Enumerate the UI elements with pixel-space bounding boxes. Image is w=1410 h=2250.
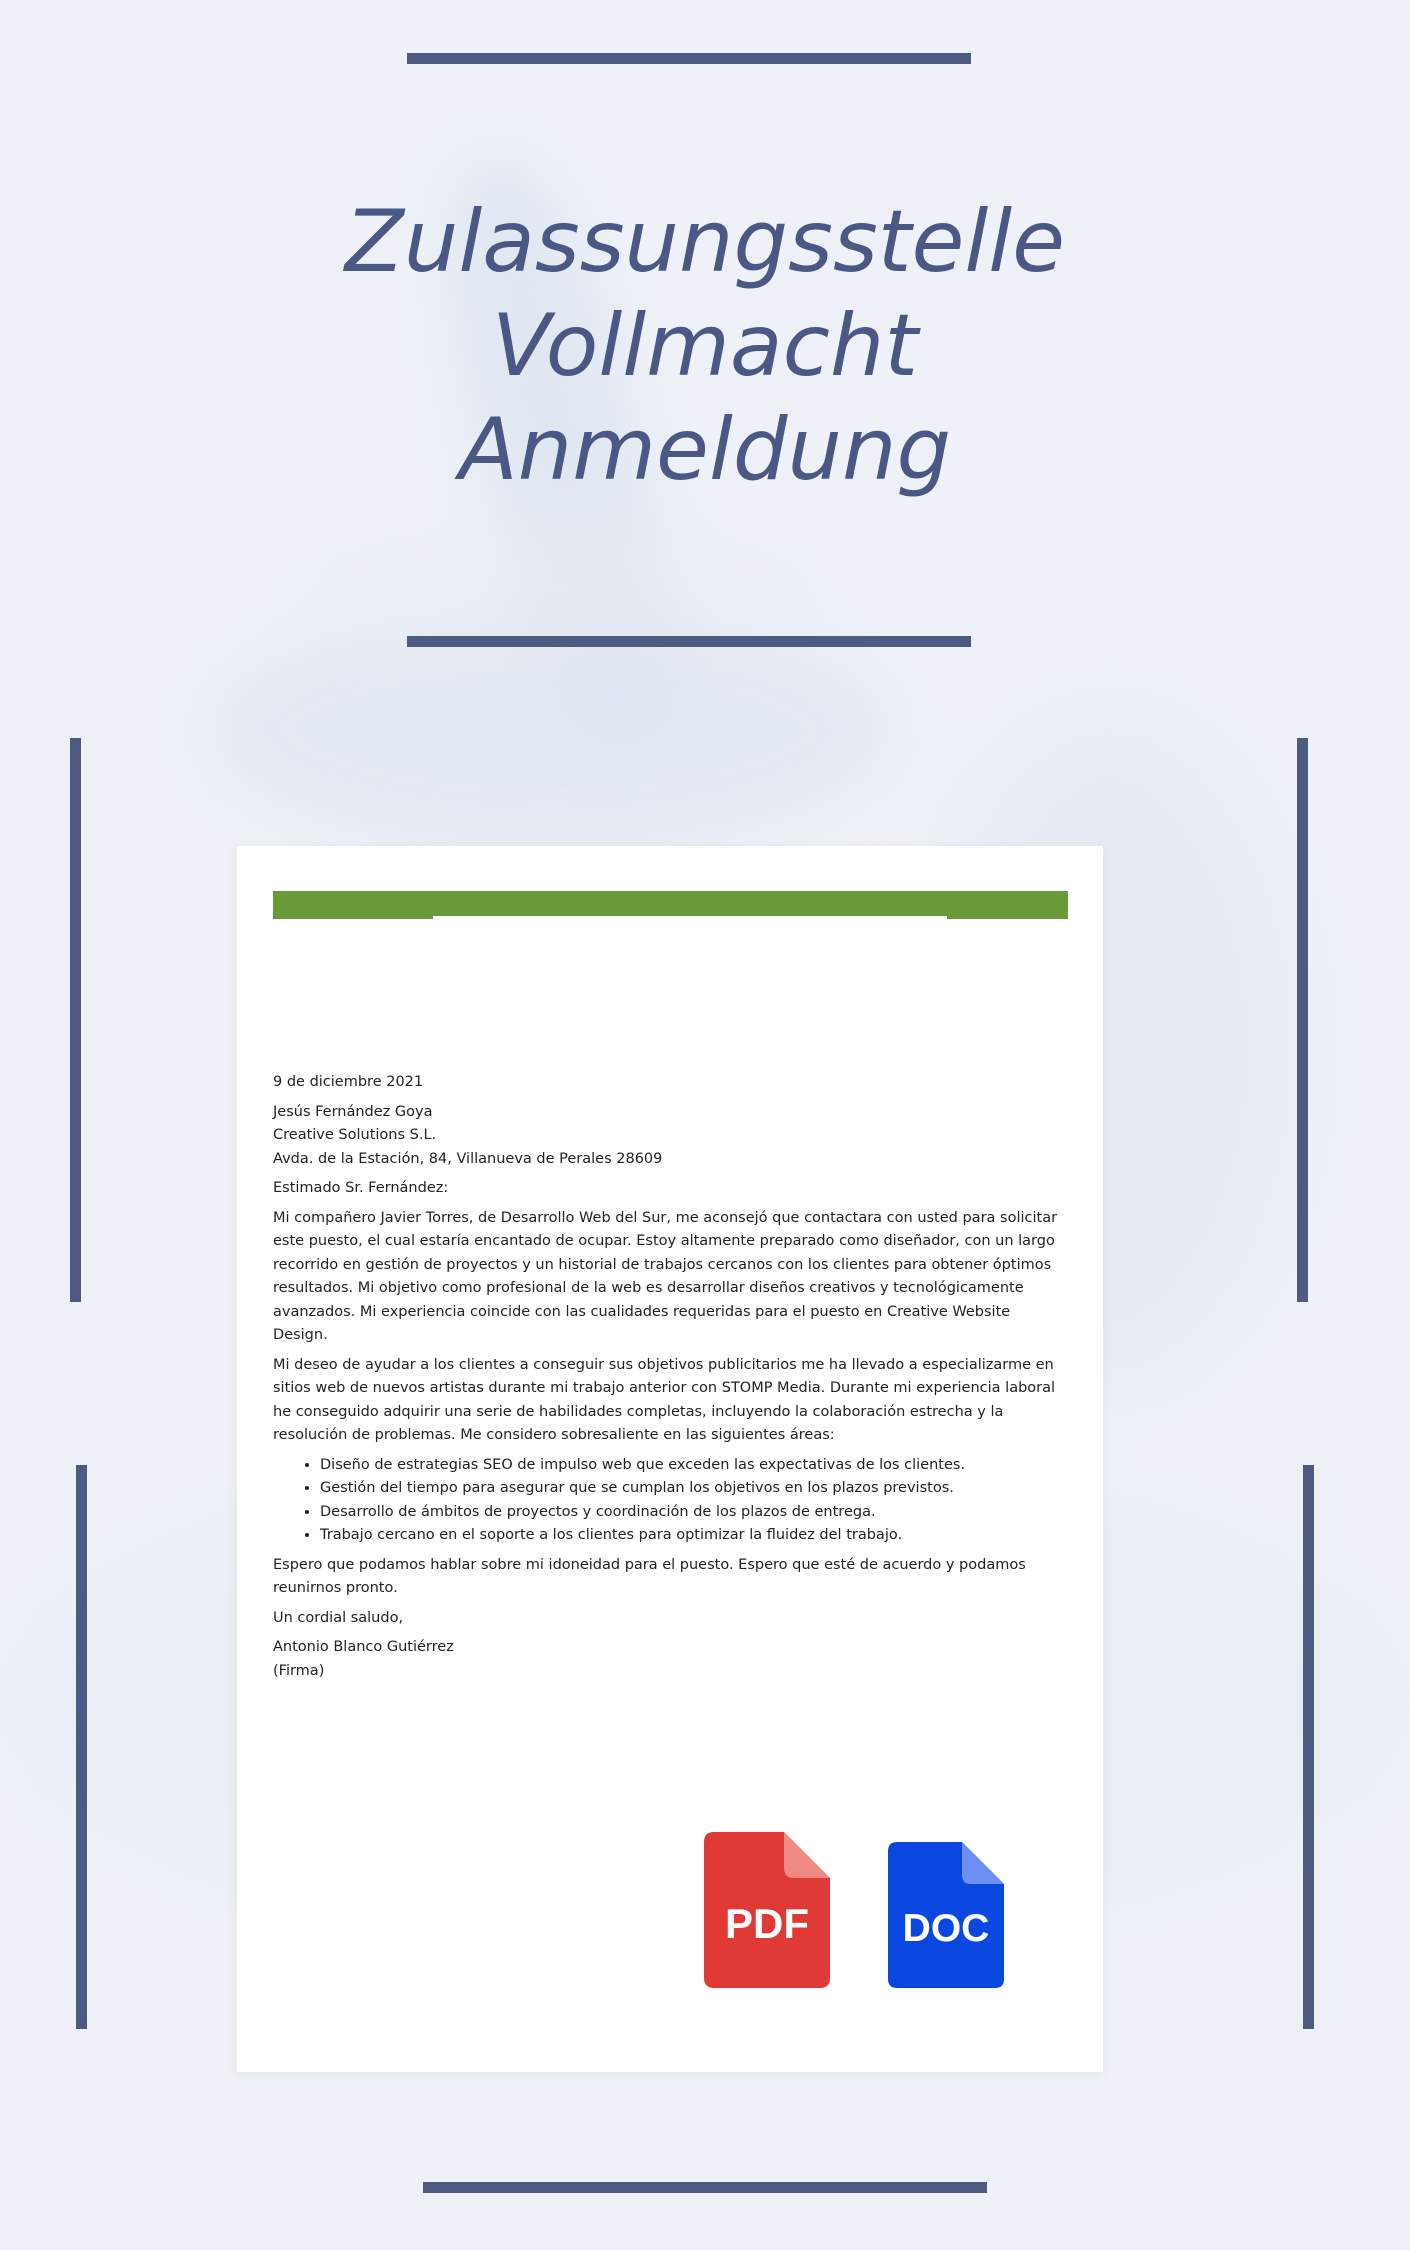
doc-download-button[interactable]	[888, 1842, 1004, 1988]
pdf-download-button[interactable]	[704, 1832, 830, 1988]
salutation: Estimado Sr. Fernández:	[273, 1180, 449, 1196]
letter-date: 9 de diciembre 2021	[273, 1074, 424, 1090]
list-item: • Trabajo cercano en el soporte a los clientes para optimizar la fluidez del trabajo.	[320, 1524, 1068, 1548]
pdf-file-icon	[704, 1832, 830, 1988]
letterhead-bar-gap	[433, 916, 947, 921]
recipient-name: Jesús Fernández Goya	[273, 1103, 433, 1120]
pdf-label: PDF	[725, 1900, 809, 1947]
recipient-company: Creative Solutions S.L.	[273, 1127, 437, 1143]
letter-body	[273, 1071, 1068, 1689]
left-lower-rule	[76, 1465, 87, 2029]
signature-note: (Firma)	[273, 1662, 325, 1679]
title-line-3: Anmeldung	[458, 400, 952, 500]
skills-list	[273, 1454, 1068, 1548]
letterhead-bar	[273, 891, 1068, 919]
list-item: • Diseño de estrategias SEO de impulso web que exceden las expectativas de los clientes.	[320, 1454, 1068, 1478]
doc-file-icon	[888, 1842, 1004, 1988]
page-title	[0, 190, 1410, 502]
right-lower-rule	[1303, 1465, 1314, 2029]
bottom-divider	[423, 2182, 987, 2193]
paragraph-2: Mi deseo de ayudar a los clientes a conseguir sus objetivos publicitarios me ha llevado a especializarme en sitios web de nuevos artistas durante mi trabajo anterior con STOMP Media. Durante mi experiencia laboral he conseguido adquirir una serie de habilidades completas, incluyendo la colaboración estrecha y la resolución de problemas. Me considero sobresaliente en las siguientes áreas:	[273, 1356, 1056, 1443]
paragraph-1: Mi compañero Javier Torres, de Desarrollo Web del Sur, me aconsejó que contactara con usted para solicitar este puesto, el cual estaría encantado de ocupar. Estoy altamente preparado como diseñador, con un largo recorrido en gestión de proyectos y un historial de trabajos cercanos con los clientes para obtener óptimos resultados. Mi objetivo como profesional de la web es desarrollar diseños creativos y tecnológicamente avanzados. Mi experiencia coincide con las cualidades requeridas para el puesto en Creative Website Design.	[273, 1209, 1058, 1343]
closing-paragraph: Espero que podamos hablar sobre mi idoneidad para el puesto. Espero que esté de acuerdo y podamos reunirnos pronto.	[273, 1556, 1026, 1596]
doc-label: DOC	[902, 1907, 990, 1950]
signature-block	[273, 1636, 1068, 1683]
title-line-2: Vollmacht	[491, 296, 919, 396]
valediction: Un cordial saludo,	[273, 1609, 404, 1626]
list-item: • Desarrollo de ámbitos de proyectos y coordinación de los plazos de entrega.	[320, 1501, 1068, 1525]
recipient-address: Avda. de la Estación, 84, Villanueva de Perales 28609	[273, 1150, 663, 1167]
document-preview[interactable]	[237, 846, 1103, 2072]
left-upper-rule	[70, 738, 81, 1302]
list-item: • Gestión del tiempo para asegurar que se cumplan los objetivos en los plazos previstos.	[320, 1477, 1068, 1501]
title-bottom-divider	[407, 636, 971, 647]
recipient-block	[273, 1101, 1068, 1172]
top-divider	[407, 53, 971, 64]
title-line-1: Zulassungsstelle	[344, 192, 1066, 292]
right-upper-rule	[1297, 738, 1308, 1302]
signer-name: Antonio Blanco Gutiérrez	[273, 1639, 454, 1655]
